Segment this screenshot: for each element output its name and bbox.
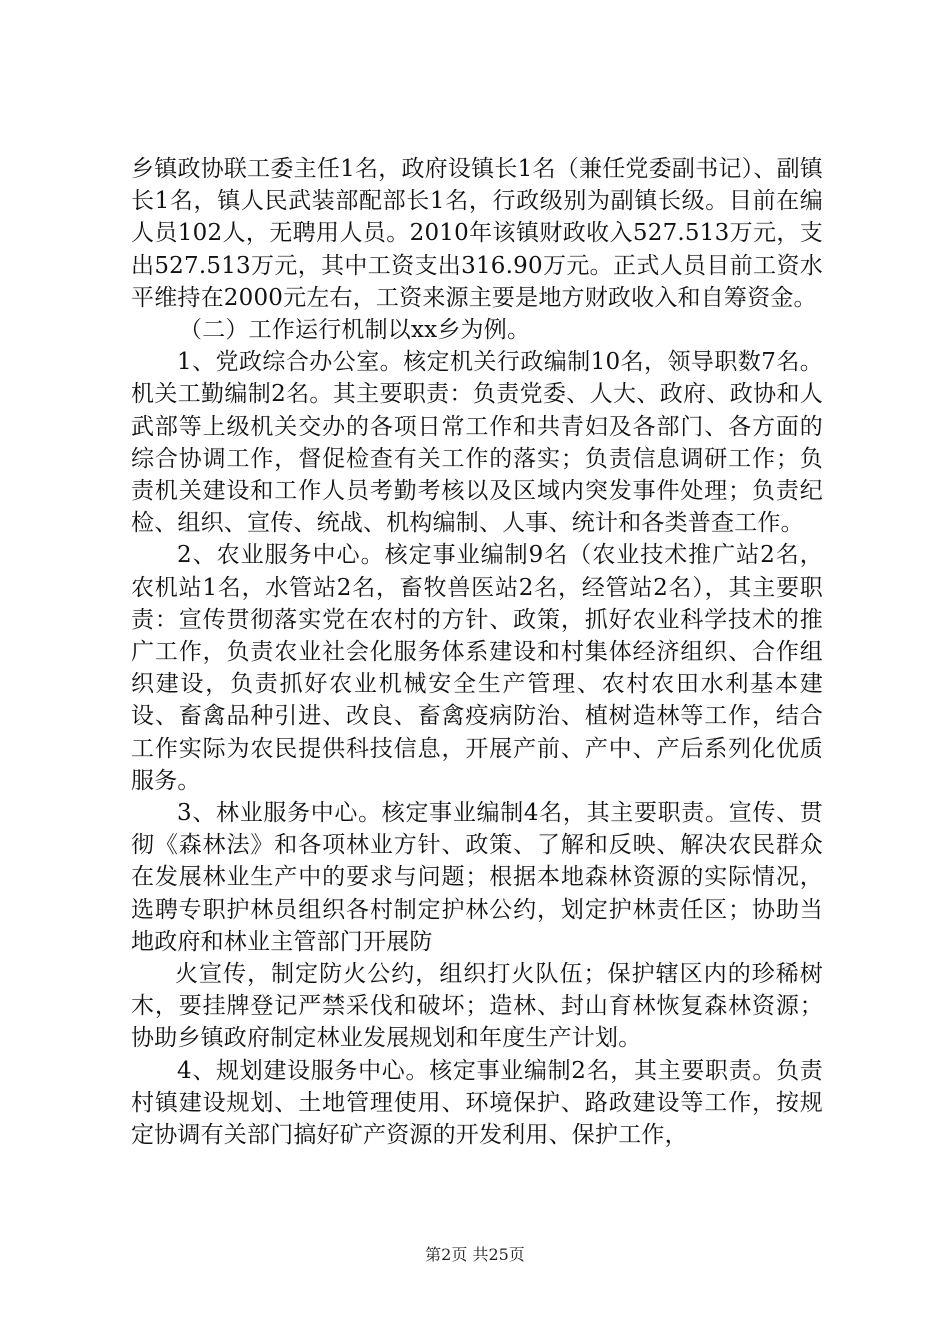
paragraph-planning-center: 4、规划建设服务中心。核定事业编制2名，其主要职责。负责村镇建设规划、土地管理使用、环境保护、路政建设等工作，按规定协调有关部门搞好矿产资源的开发利用、保护工作， bbox=[131, 1057, 823, 1149]
document-body bbox=[131, 153, 823, 1151]
paragraph-staffing-finance: 乡镇政协联工委主任1名，政府设镇长1名（兼任党委副书记）、副镇长1名，镇人民武装部配部长1名，行政级别为副镇长级。目前在编人员102人，无聘用人员。2010年该镇财政收入527.513万元，支出527.513万元，其中工资支出316.90万元。正式人员目前工资水平维持在2000元左右，工资来源主要是地方财政收入和自筹资金。 bbox=[131, 156, 823, 311]
paragraph-forestry-continued: 火宣传，制定防火公约，组织打火队伍；保护辖区内的珍稀树木，要挂牌登记严禁采伐和破坏；造林、封山育林恢复森林资源；协助乡镇政府制定林业发展规划和年度生产计划。 bbox=[131, 961, 823, 1052]
paragraph-office: 1、党政综合办公室。核定机关行政编制10名，领导职数7名。机关工勤编制2名。其主要职责：负责党委、人大、政府、政协和人武部等上级机关交办的各项日常工作和共青妇及各部门、各方面的综合协调工作，督促检查有关工作的落实；负责信息调研工作；负责机关建设和工作人员考勤考核以及区域内突发事件处理；负责纪检、组织、宣传、统战、机构编制、人事、统计和各类普查工作。 bbox=[131, 349, 823, 537]
paragraph-agriculture-center: 2、农业服务中心。核定事业编制9名（农业技术推广站2名，农机站1名，水管站2名，畜牧兽医站2名，经管站2名），其主要职责：宣传贯彻落实党在农村的方针、政策，抓好农业科学技术的推广工作，负责农业社会化服务体系建设和村集体经济组织、合作组织建设，负责抓好农业机械安全生产管理、农村农田水利基本建设、畜禽品种引进、改良、畜禽疫病防治、植树造林等工作，结合工作实际为农民提供科技信息，开展产前、产中、产后系列化优质服务。 bbox=[131, 542, 823, 794]
paragraph-forestry-center: 3、林业服务中心。核定事业编制4名，其主要职责。宣传、贯彻《森林法》和各项林业方针、政策、了解和反映、解决农民群众在发展林业生产中的要求与问题；根据本地森林资源的实际情况，选聘专职护林员组织各村制定护林公约，划定护林责任区；协助当地政府和林业主管部门开展防 bbox=[131, 800, 823, 955]
page-footer: 第2页 共25页 bbox=[425, 1245, 525, 1264]
paragraph-section-heading: （二）工作运行机制以xx乡为例。 bbox=[179, 317, 531, 344]
